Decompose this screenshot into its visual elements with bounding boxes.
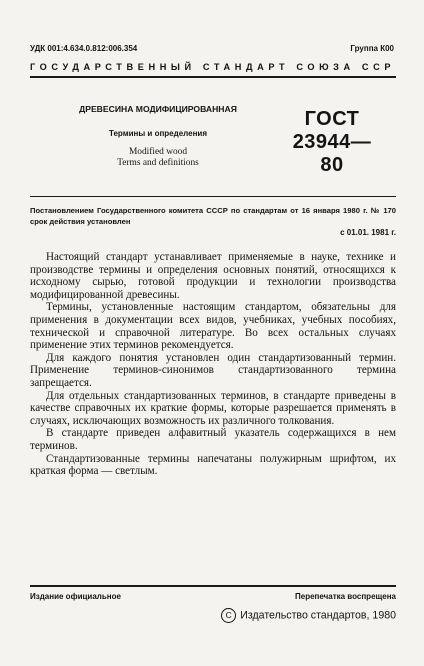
standard-banner: ГОСУДАРСТВЕННЫЙ СТАНДАРТ СОЮЗА ССР: [30, 62, 396, 72]
decree-divider: [30, 196, 396, 197]
document-title-en: [60, 147, 256, 169]
title-en-line2: Terms and definitions: [117, 158, 199, 168]
paragraph: Стандартизованные термины напечатаны полужирным шрифтом, их краткая форма — светлым.: [30, 452, 396, 478]
copyright-icon: C: [221, 608, 236, 623]
reprint-prohibited-label: Перепечатка воспрещена: [295, 592, 396, 601]
publisher-name: Издательство стандартов, 1980: [240, 609, 396, 622]
decree-text: Постановлением Государственного комитета СССР по стандартам от 16 января 1980 г. № 170 срок действия установлен: [30, 206, 396, 226]
document-title-ru: ДРЕВЕСИНА МОДИФИЦИРОВАННАЯ: [79, 104, 237, 114]
paragraph: Термины, установленные настоящим стандартом, обязательны для применения в документации всех видов, учебниках, учебных пособиях, технической и справочной литературе. Во всех остальных случаях применение этих терминов рекомендуется.: [30, 301, 396, 352]
paragraph: Для каждого понятия установлен один стандартизованный термин. Применение терминов-синонимов стандартизованного термина запрещается.: [30, 351, 396, 389]
gost-label: ГОСТ: [304, 108, 360, 130]
publisher-line: [221, 608, 396, 623]
paragraph: Для отдельных стандартизованных терминов, в стандарте приведены в качестве справочных их краткие формы, которые разрешается применять в случаях, исключающих возможность их различного толкования.: [30, 389, 396, 427]
effective-date: с 01.01. 1981 г.: [340, 228, 396, 237]
paragraph: В стандарте приведен алфавитный указатель содержащихся в нем терминов.: [30, 427, 396, 452]
group-code: Группа К00: [350, 44, 394, 53]
document-subtitle-ru: Термины и определения: [108, 129, 207, 138]
body-text: [30, 251, 396, 478]
gost-number: 23944—80: [292, 131, 372, 176]
paragraph: Настоящий стандарт устанавливает применяемые в науке, технике и производстве термины и определения основных понятий, относящихся к исходному сырью, готовой продукции и технологии производства модифицированной древесины.: [30, 251, 396, 301]
header-divider: [30, 76, 396, 78]
official-edition-label: Издание официальное: [30, 592, 121, 601]
footer-divider: [30, 585, 396, 587]
udk-code: УДК 001:4.634.0.812:006.354: [30, 44, 138, 53]
title-en-line1: Modified wood: [128, 147, 188, 157]
